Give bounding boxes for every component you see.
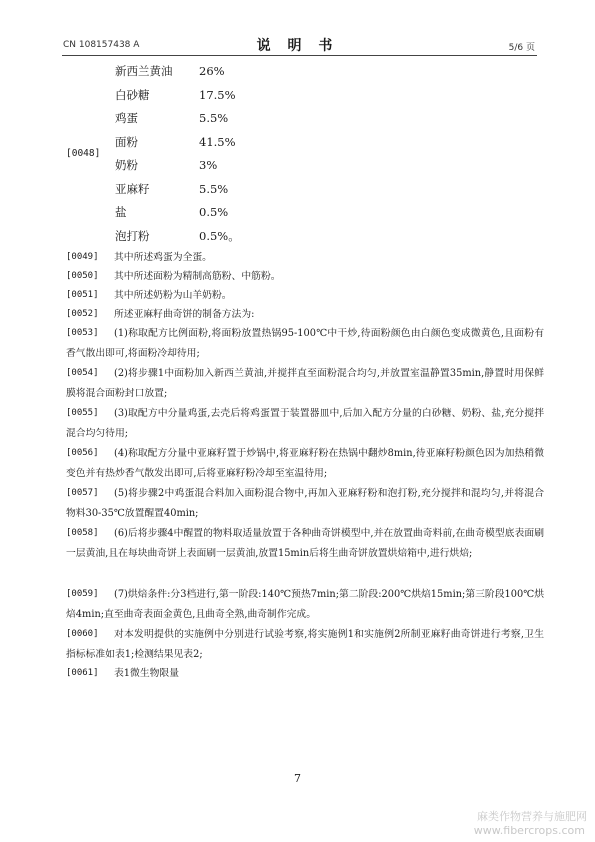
paragraph xyxy=(66,444,544,483)
ingredient-name: 面粉 xyxy=(115,135,138,149)
ingredient-amount: 5.5% xyxy=(199,182,229,196)
paragraph-number: [0056] xyxy=(66,448,99,458)
ingredient-row xyxy=(115,135,236,149)
ingredient-row xyxy=(115,64,225,78)
paragraph-text: 其中所述面粉为精制高筋粉、中筋粉。 xyxy=(114,271,281,282)
paragraph-number: [0052] xyxy=(66,309,99,319)
paragraph xyxy=(66,248,544,268)
paragraph-text: 其中所述奶粉为山羊奶粉。 xyxy=(114,290,232,301)
paragraph-text: (1)称取配方比例面粉,将面粉放置热锅95-100℃中干炒,待面粉颜色由白颜色变成微黄色,且面粉有香气散出即可,将面粉冷却待用; xyxy=(66,328,544,359)
paragraph xyxy=(66,324,544,363)
ingredient-row xyxy=(115,205,228,219)
ingredient-row xyxy=(115,182,228,196)
ingredient-amount: 26% xyxy=(199,64,225,78)
paragraph xyxy=(66,305,544,325)
ingredient-amount: 3% xyxy=(199,158,218,172)
paragraph xyxy=(66,267,544,287)
document-title: 说 明 书 xyxy=(256,38,339,54)
paragraph-number: [0054] xyxy=(66,368,99,378)
paragraph-text: (4)称取配方分量中亚麻籽置于炒锅中,将亚麻籽粉在热锅中翻炒8min,待亚麻籽粉颜色因为加热稍微变色并有热炒香气散发出即可,后将亚麻籽粉冷却至室温待用; xyxy=(66,448,544,479)
header-divider xyxy=(62,55,537,56)
paragraph-text: 所述亚麻籽曲奇饼的制备方法为: xyxy=(114,309,255,320)
paragraph xyxy=(66,664,544,684)
watermark-url: www.fibercrops.com xyxy=(473,824,585,837)
paragraph-text: 对本发明提供的实施例中分别进行试验考察,将实施例1和实施例2所制亚麻籽曲奇饼进行考察,卫生指标标准如表1;检测结果见表2; xyxy=(66,629,544,660)
ingredient-name: 鸡蛋 xyxy=(115,111,138,125)
ingredient-name: 奶粉 xyxy=(115,158,138,172)
paragraph-number: [0060] xyxy=(66,629,99,639)
paragraph xyxy=(66,524,544,563)
patent-number: CN 108157438 A xyxy=(63,40,140,50)
paragraph-text: (2)将步骤1中面粉加入新西兰黄油,并搅拌直至面粉混合均匀,并放置室温静置35min,静置时用保鲜膜将混合面粉封口放置; xyxy=(66,368,544,399)
ingredient-name: 亚麻籽 xyxy=(115,182,150,196)
paragraph-number: [0055] xyxy=(66,408,99,418)
ingredient-amount: 17.5% xyxy=(199,88,236,102)
paragraph xyxy=(66,484,544,523)
paragraph-text: (7)烘焙条件:分3档进行,第一阶段:140℃预热7min;第二阶段:200℃烘焙15min;第三阶段100℃烘焙4min;直至曲奇表面金黄色,且曲奇全熟,曲奇制作完成。 xyxy=(66,589,544,620)
ingredient-amount: 5.5% xyxy=(199,111,229,125)
ingredient-name: 盐 xyxy=(115,205,127,219)
paragraph-text: 表1微生物限量 xyxy=(114,668,180,679)
ingredient-name: 新西兰黄油 xyxy=(115,64,173,78)
paragraph xyxy=(66,625,544,664)
paragraph xyxy=(66,364,544,403)
paragraph-number: [0059] xyxy=(66,589,99,599)
ingredient-name: 白砂糖 xyxy=(115,88,150,102)
paragraph-number: [0058] xyxy=(66,528,99,538)
ingredient-amount: 0.5%。 xyxy=(199,229,240,243)
paragraph-number-0048: [0048] xyxy=(66,148,101,159)
watermark-text: 麻类作物营养与施肥网 xyxy=(477,810,587,823)
paragraph-text: 其中所述鸡蛋为全蛋。 xyxy=(114,252,212,263)
paragraph-number: [0051] xyxy=(66,290,99,300)
page-of-indicator: 5/6 页 xyxy=(508,43,535,53)
paragraph xyxy=(66,585,544,624)
paragraph-number: [0061] xyxy=(66,668,99,678)
page-number: 7 xyxy=(294,772,301,785)
paragraph-number: [0049] xyxy=(66,252,99,262)
ingredient-amount: 0.5% xyxy=(199,205,229,219)
paragraph xyxy=(66,404,544,443)
paragraph-text: (3)取配方中分量鸡蛋,去壳后将鸡蛋置于装置器皿中,后加入配方分量的白砂糖、奶粉、盐,充分搅拌混合均匀待用; xyxy=(66,408,544,439)
ingredient-name: 泡打粉 xyxy=(115,229,150,243)
ingredient-row xyxy=(115,111,228,125)
paragraph-text: (5)将步骤2中鸡蛋混合料加入面粉混合物中,再加入亚麻籽粉和泡打粉,充分搅拌和混均匀,并将混合物料30-35℃放置醒置40min; xyxy=(66,488,544,519)
ingredient-row xyxy=(115,158,217,172)
paragraph-text: (6)后将步骤4中醒置的物料取适量放置于各种曲奇饼模型中,并在放置曲奇料前,在曲奇模型底表面刷一层黄油,且在每块曲奇饼上表面刷一层黄油,放置15min后将生曲奇饼放置烘焙箱中,进行烘焙; xyxy=(66,528,544,559)
paragraph-number: [0053] xyxy=(66,328,99,338)
paragraph-number: [0057] xyxy=(66,488,99,498)
paragraph xyxy=(66,286,544,306)
paragraph-number: [0050] xyxy=(66,271,99,281)
ingredient-row xyxy=(115,229,240,243)
ingredient-row xyxy=(115,88,236,102)
ingredient-amount: 41.5% xyxy=(199,135,236,149)
